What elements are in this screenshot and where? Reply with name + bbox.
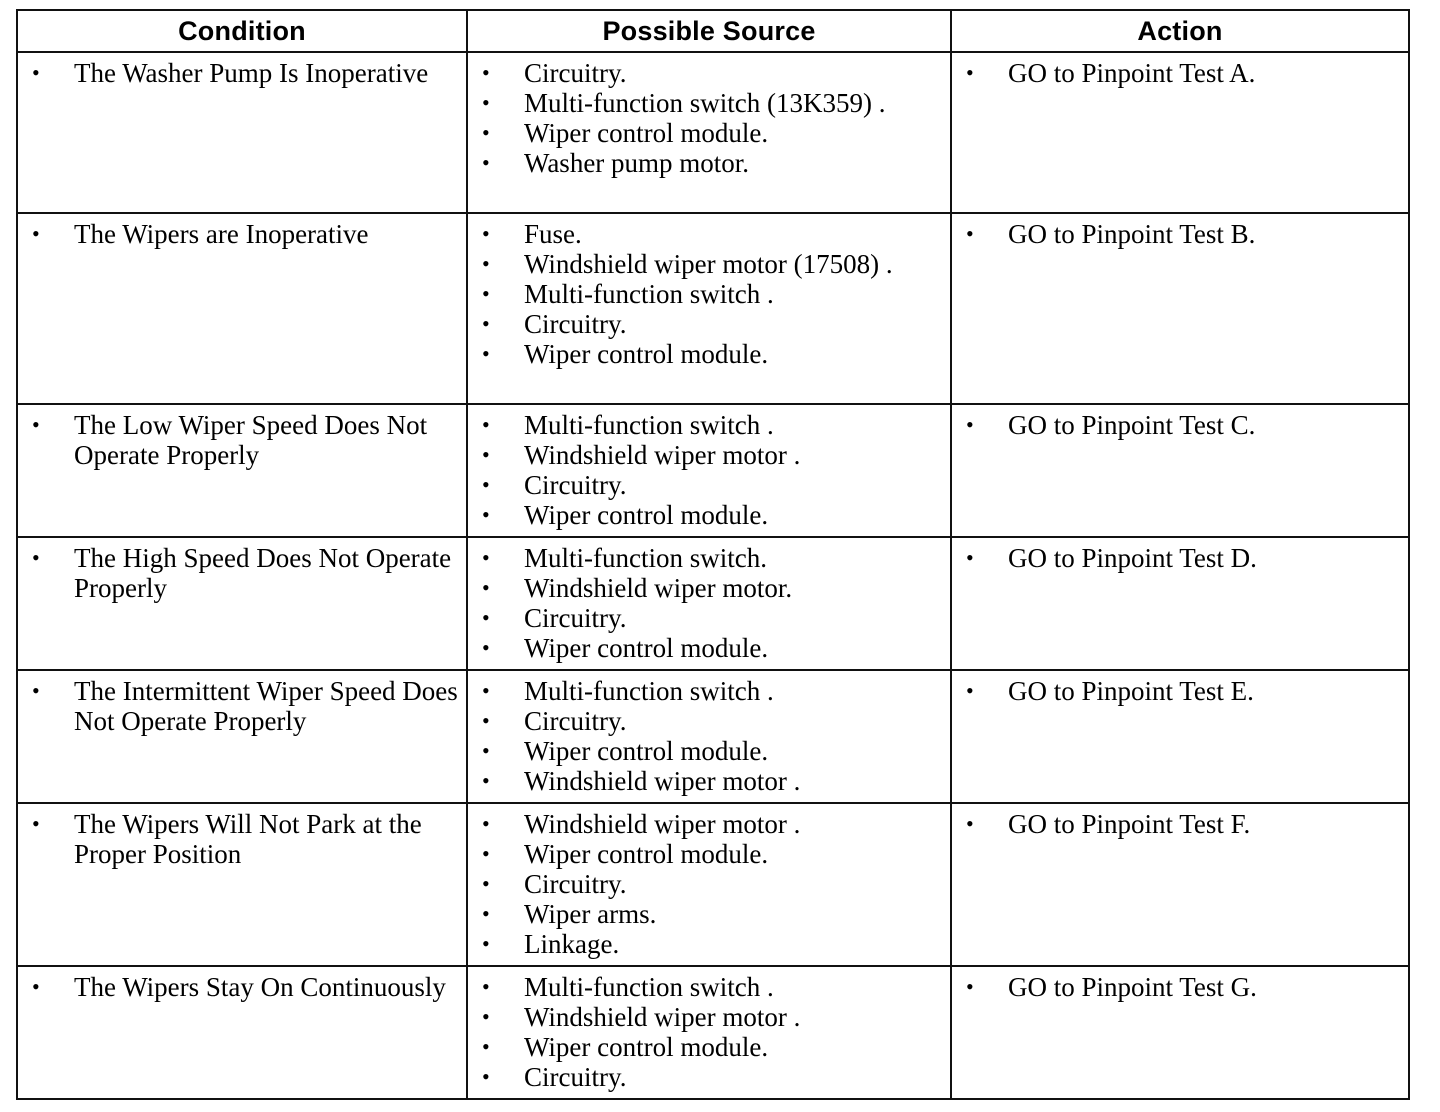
condition-cell: [17, 404, 467, 537]
action-cell: [951, 537, 1409, 670]
condition-cell: [17, 670, 467, 803]
condition-item-text: The Low Wiper Speed Does Not Operate Properly: [74, 410, 428, 470]
bullet-icon: •: [482, 120, 490, 145]
action-item-text: GO to Pinpoint Test G.: [1008, 972, 1257, 1002]
possible-source-cell: [467, 537, 951, 670]
bullet-icon: •: [482, 90, 490, 115]
source-item-text: Multi-function switch (13K359) .: [524, 88, 886, 118]
table-row: [17, 537, 1409, 670]
source-item-text: Fuse.: [524, 219, 582, 249]
action-cell: [951, 213, 1409, 404]
bullet-icon: •: [482, 605, 490, 630]
bullet-icon: •: [482, 472, 490, 497]
condition-cell: [17, 966, 467, 1099]
action-item: [952, 809, 1408, 839]
source-item: [468, 470, 950, 500]
action-item-text: GO to Pinpoint Test E.: [1008, 676, 1254, 706]
condition-cell: [17, 213, 467, 404]
bullet-icon: •: [966, 545, 974, 570]
possible-source-cell: [467, 966, 951, 1099]
bullet-icon: •: [482, 575, 490, 600]
bullet-icon: •: [482, 502, 490, 527]
source-item-text: Circuitry.: [524, 309, 627, 339]
source-item: [468, 339, 950, 369]
bullet-icon: •: [482, 841, 490, 866]
possible-source-cell: [467, 52, 951, 213]
source-item-text: Wiper control module.: [524, 633, 769, 663]
source-item: [468, 809, 950, 839]
source-item-text: Linkage.: [524, 929, 620, 959]
source-item-text: Circuitry.: [524, 58, 627, 88]
source-item: [468, 88, 950, 118]
bullet-icon: •: [482, 901, 490, 926]
action-cell: [951, 670, 1409, 803]
bullet-icon: •: [966, 412, 974, 437]
condition-item: [18, 809, 466, 869]
bullet-icon: •: [32, 412, 40, 437]
bullet-icon: •: [482, 281, 490, 306]
source-item-text: Washer pump motor.: [524, 148, 750, 178]
action-item-text: GO to Pinpoint Test A.: [1008, 58, 1256, 88]
condition-item-text: The Wipers are Inoperative: [74, 219, 369, 249]
table-row: [17, 803, 1409, 966]
condition-item: [18, 410, 466, 470]
condition-item: [18, 58, 466, 88]
source-item: [468, 410, 950, 440]
action-item: [952, 58, 1408, 88]
action-item-text: GO to Pinpoint Test C.: [1008, 410, 1256, 440]
possible-source-cell: [467, 670, 951, 803]
possible-source-cell: [467, 803, 951, 966]
source-item: [468, 573, 950, 603]
bullet-icon: •: [482, 60, 490, 85]
condition-item: [18, 676, 466, 736]
source-item-text: Windshield wiper motor (17508) .: [524, 249, 893, 279]
action-item-text: GO to Pinpoint Test F.: [1008, 809, 1251, 839]
source-item: [468, 869, 950, 899]
source-item-text: Wiper control module.: [524, 500, 769, 530]
action-cell: [951, 803, 1409, 966]
table-row: [17, 404, 1409, 537]
condition-item: [18, 543, 466, 603]
source-item: [468, 603, 950, 633]
bullet-icon: •: [32, 974, 40, 999]
condition-item: [18, 219, 466, 249]
table-row: [17, 213, 1409, 404]
bullet-icon: •: [482, 1064, 490, 1089]
source-item: [468, 1062, 950, 1092]
bullet-icon: •: [482, 341, 490, 366]
source-item: [468, 633, 950, 663]
condition-cell: [17, 537, 467, 670]
action-item-text: GO to Pinpoint Test B.: [1008, 219, 1256, 249]
source-item: [468, 972, 950, 1002]
condition-item: [18, 972, 466, 1002]
source-item-text: Windshield wiper motor .: [524, 809, 801, 839]
source-item-text: Wiper control module.: [524, 339, 769, 369]
condition-cell: [17, 803, 467, 966]
source-item: [468, 543, 950, 573]
source-item-text: Multi-function switch .: [524, 410, 774, 440]
diagnosis-table: [16, 9, 1410, 1100]
bullet-icon: •: [482, 1004, 490, 1029]
header-possible-source: Possible Source: [467, 10, 951, 52]
condition-item-text: The Intermittent Wiper Speed Does Not Operate Properly: [74, 676, 458, 736]
action-item: [952, 410, 1408, 440]
source-item: [468, 118, 950, 148]
source-item: [468, 249, 950, 279]
source-item: [468, 500, 950, 530]
bullet-icon: •: [482, 150, 490, 175]
bullet-icon: •: [482, 311, 490, 336]
source-item-text: Multi-function switch .: [524, 279, 774, 309]
bullet-icon: •: [32, 221, 40, 246]
header-row: [17, 10, 1409, 52]
action-item: [952, 972, 1408, 1002]
bullet-icon: •: [482, 545, 490, 570]
source-item-text: Circuitry.: [524, 869, 627, 899]
bullet-icon: •: [482, 871, 490, 896]
source-item-text: Multi-function switch .: [524, 676, 774, 706]
bullet-icon: •: [966, 974, 974, 999]
action-item-text: GO to Pinpoint Test D.: [1008, 543, 1257, 573]
source-item-text: Wiper control module.: [524, 118, 769, 148]
bullet-icon: •: [482, 811, 490, 836]
source-item: [468, 58, 950, 88]
bullet-icon: •: [966, 678, 974, 703]
bullet-icon: •: [32, 678, 40, 703]
source-item: [468, 766, 950, 796]
source-item-text: Windshield wiper motor .: [524, 766, 801, 796]
source-item: [468, 736, 950, 766]
source-item-text: Wiper control module.: [524, 736, 769, 766]
source-item-text: Windshield wiper motor .: [524, 1002, 801, 1032]
source-item: [468, 899, 950, 929]
header-condition: Condition: [17, 10, 467, 52]
action-cell: [951, 966, 1409, 1099]
bullet-icon: •: [966, 60, 974, 85]
condition-item-text: The Wipers Stay On Continuously: [74, 972, 446, 1002]
bullet-icon: •: [482, 678, 490, 703]
table-row: [17, 670, 1409, 803]
condition-item-text: The Wipers Will Not Park at the Proper Position: [74, 809, 422, 869]
action-cell: [951, 404, 1409, 537]
source-item-text: Windshield wiper motor.: [524, 573, 793, 603]
source-item-text: Circuitry.: [524, 706, 627, 736]
source-item: [468, 839, 950, 869]
possible-source-cell: [467, 404, 951, 537]
source-item-text: Multi-function switch .: [524, 972, 774, 1002]
source-item-text: Wiper control module.: [524, 839, 769, 869]
source-item: [468, 929, 950, 959]
condition-item-text: The High Speed Does Not Operate Properly: [74, 543, 452, 603]
source-item: [468, 706, 950, 736]
source-item: [468, 279, 950, 309]
condition-item-text: The Washer Pump Is Inoperative: [74, 58, 429, 88]
source-item: [468, 219, 950, 249]
header-action: Action: [951, 10, 1409, 52]
action-cell: [951, 52, 1409, 213]
source-item: [468, 148, 950, 178]
source-item: [468, 440, 950, 470]
bullet-icon: •: [966, 811, 974, 836]
bullet-icon: •: [966, 221, 974, 246]
source-item-text: Circuitry.: [524, 470, 627, 500]
bullet-icon: •: [482, 221, 490, 246]
table-row: [17, 52, 1409, 213]
source-item-text: Wiper control module.: [524, 1032, 769, 1062]
source-item-text: Wiper arms.: [524, 899, 657, 929]
source-item: [468, 1002, 950, 1032]
bullet-icon: •: [32, 60, 40, 85]
source-item-text: Multi-function switch.: [524, 543, 767, 573]
action-item: [952, 543, 1408, 573]
source-item: [468, 676, 950, 706]
source-item-text: Windshield wiper motor .: [524, 440, 801, 470]
source-item-text: Circuitry.: [524, 603, 627, 633]
bullet-icon: •: [482, 708, 490, 733]
bullet-icon: •: [482, 442, 490, 467]
bullet-icon: •: [482, 768, 490, 793]
bullet-icon: •: [482, 251, 490, 276]
action-item: [952, 676, 1408, 706]
possible-source-cell: [467, 213, 951, 404]
source-item: [468, 309, 950, 339]
table-row: [17, 966, 1409, 1099]
source-item-text: Circuitry.: [524, 1062, 627, 1092]
bullet-icon: •: [482, 635, 490, 660]
bullet-icon: •: [482, 931, 490, 956]
bullet-icon: •: [482, 412, 490, 437]
bullet-icon: •: [32, 545, 40, 570]
bullet-icon: •: [482, 738, 490, 763]
condition-cell: [17, 52, 467, 213]
bullet-icon: •: [482, 1034, 490, 1059]
action-item: [952, 219, 1408, 249]
table-body: [17, 52, 1409, 1099]
bullet-icon: •: [482, 974, 490, 999]
source-item: [468, 1032, 950, 1062]
bullet-icon: •: [32, 811, 40, 836]
